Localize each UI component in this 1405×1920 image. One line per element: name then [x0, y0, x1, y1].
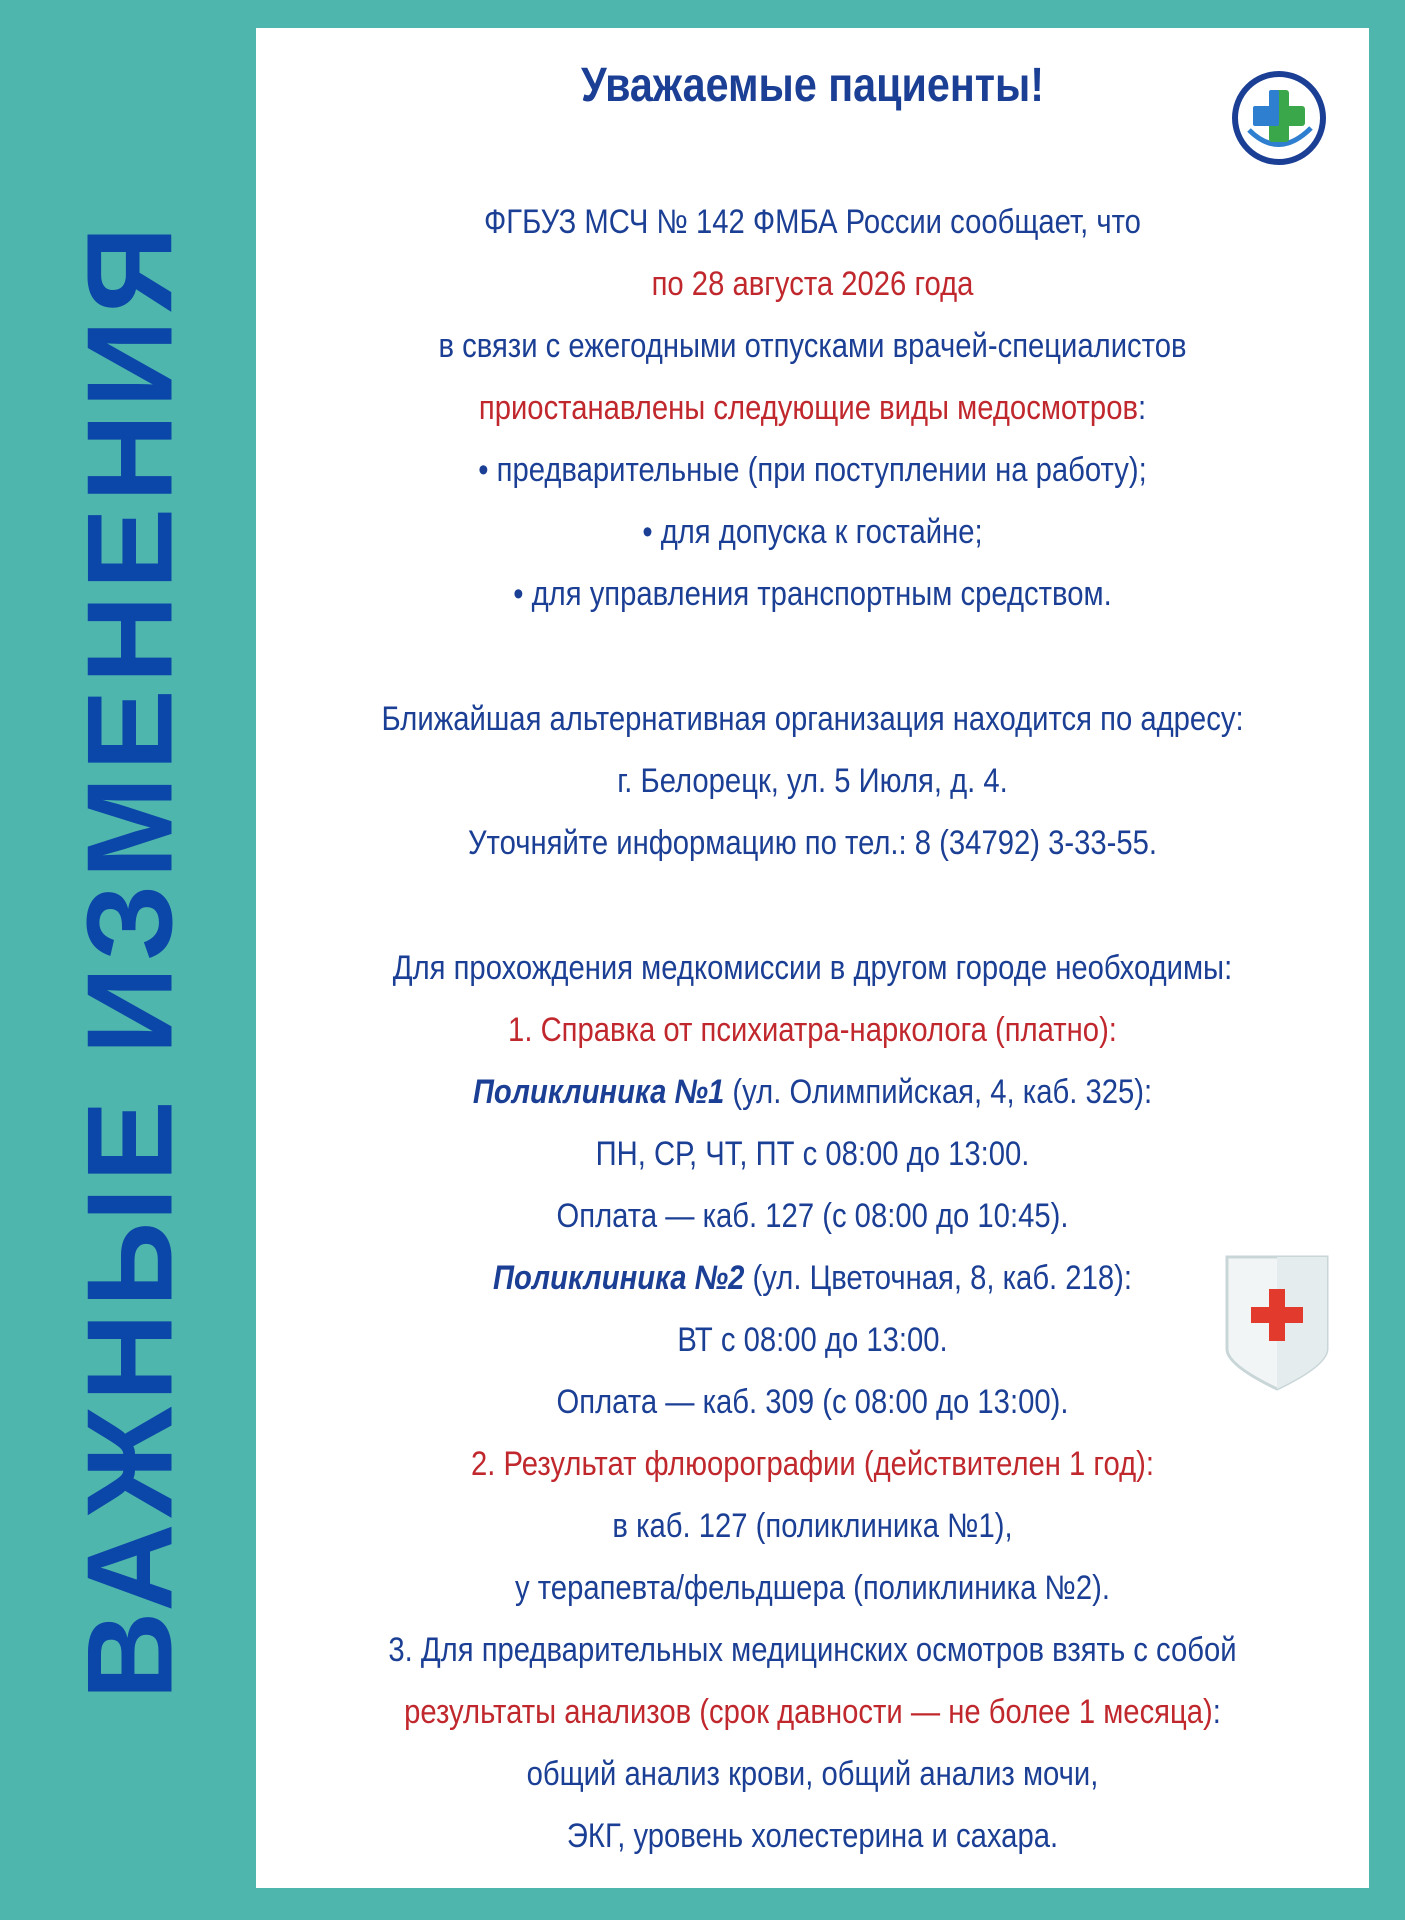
side-title — [30, 32, 230, 1888]
req-item-2-title: 2. Результат флюорографии (действителен 1 год): — [470, 1445, 1155, 1483]
req-item-2-line-2: у терапевта/фельдшера (поликлиника №2). — [514, 1569, 1110, 1607]
intro-line-3: в связи с ежегодными отпусками врачей-специалистов — [438, 327, 1187, 365]
exam-item: • предварительные (при поступлении на работу); — [478, 451, 1147, 489]
exam-item: • для допуска к гостайне; — [642, 513, 983, 551]
req-item-3-line-2-tail: : — [1212, 1693, 1221, 1731]
clinic-1-name: Поликлиника №1 — [472, 1073, 725, 1111]
intro-line-4-tail: : — [1137, 389, 1147, 427]
intro-line-1: ФГБУЗ МСЧ № 142 ФМБА России сообщает, что — [484, 203, 1141, 241]
clinic-2-hours: ВТ с 08:00 до 13:00. — [677, 1321, 948, 1359]
side-title-text: ВАЖНЫЕ ИЗМЕНЕНИЯ — [62, 220, 199, 1700]
clinic-2-address: (ул. Цветочная, 8, каб. 218): — [744, 1259, 1132, 1297]
notice-panel — [256, 28, 1369, 1888]
req-item-3-line-3: общий анализ крови, общий анализ мочи, — [526, 1755, 1099, 1793]
clinic-2-name: Поликлиника №2 — [493, 1259, 745, 1297]
req-item-3-line-1: 3. Для предварительных медицинских осмотров взять с собой — [388, 1631, 1237, 1669]
analysis-results: результаты анализов (срок давности — не более 1 месяца) — [404, 1693, 1213, 1731]
exam-item: • для управления транспортным средством. — [513, 575, 1112, 613]
intro-line-4 — [334, 389, 1291, 428]
intro-date: по 28 августа 2026 года — [651, 265, 974, 303]
alt-line-1: Ближайшая альтернативная организация находится по адресу: — [381, 700, 1244, 738]
red-cross-shield-icon — [1221, 1253, 1333, 1393]
alt-address: г. Белорецк, ул. 5 Июля, д. 4. — [617, 762, 1008, 800]
clinic-1-line — [334, 1073, 1291, 1112]
clinic-2-payment: Оплата — каб. 309 (с 08:00 до 13:00). — [556, 1383, 1069, 1421]
page-title: Уважаемые пациенты! — [580, 59, 1045, 112]
req-item-3-line-4: ЭКГ, уровень холестерина и сахара. — [566, 1817, 1059, 1855]
clinic-1-address: (ул. Олимпийская, 4, каб. 325): — [724, 1073, 1153, 1111]
clinic-1-hours: ПН, СР, ЧТ, ПТ с 08:00 до 13:00. — [595, 1135, 1030, 1173]
clinic-2-line — [334, 1259, 1291, 1298]
clinic-1-payment: Оплата — каб. 127 (с 08:00 до 10:45). — [556, 1197, 1069, 1235]
req-item-2-line-1: в каб. 127 (поликлиника №1), — [612, 1507, 1013, 1545]
req-intro: Для прохождения медкомиссии в другом городе необходимы: — [392, 949, 1233, 987]
alt-phone: Уточняйте информацию по тел.: 8 (34792) 3-33-55. — [467, 824, 1158, 862]
req-item-1-title: 1. Справка от психиатра-нарколога (платно): — [508, 1011, 1117, 1049]
suspended-exams: приостанавлены следующие виды медосмотров — [478, 389, 1138, 427]
req-item-3-line-2 — [334, 1693, 1291, 1732]
